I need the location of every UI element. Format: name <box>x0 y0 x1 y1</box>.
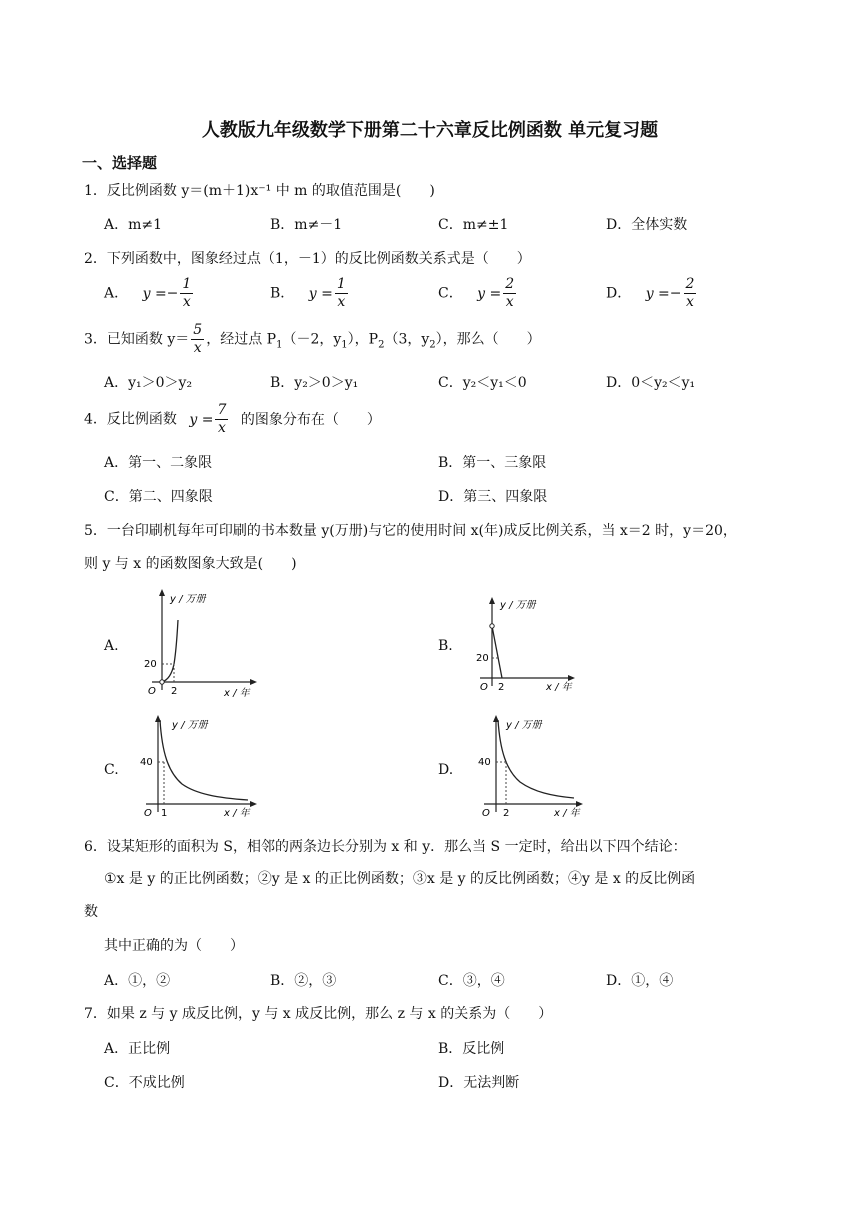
open-point <box>160 680 164 684</box>
numerator: 2 <box>505 276 515 292</box>
x-axis-label: x / 年 <box>224 688 250 699</box>
x-axis-arrow <box>250 679 257 685</box>
q4-option-a: A．第一、二象限 <box>104 455 213 471</box>
q5-option-d-label: D. <box>438 762 454 778</box>
q2-option-a-label: A． <box>104 285 129 302</box>
q2-option-d-fraction <box>684 276 697 311</box>
q2-option-d-lhs: y = <box>645 285 670 302</box>
q6-conclusions: ①x 是 y 的正比例函数；②y 是 x 的正比例函数；③x 是 y 的反比例函数；④y 是 x 的反比例函 <box>104 871 696 887</box>
q1-option-c: C．m≠±1 <box>438 217 509 233</box>
q1-stem: 1．反比例函数 y＝(m＋1)x⁻¹ 中 m 的取值范围是( ) <box>84 183 435 199</box>
q4-option-c: C．第二、四象限 <box>104 489 213 505</box>
q2-option-a-fraction <box>180 276 193 311</box>
q3-fraction <box>191 322 204 357</box>
q3-p2-sub: 2 <box>378 339 385 351</box>
curve <box>162 620 178 682</box>
origin-label: O <box>148 686 156 697</box>
denominator: x <box>193 340 202 356</box>
q2-option-b-label: B． <box>270 285 295 302</box>
x-axis-label: x / 年 <box>224 808 250 819</box>
y-tick: 40 <box>140 757 153 768</box>
q7-option-a: A．正比例 <box>104 1041 171 1057</box>
graph-d <box>466 712 586 822</box>
q2-option-d-sign: − <box>669 285 682 302</box>
q2-option-c-lhs: y = <box>477 285 502 302</box>
q2-option-b-fraction <box>335 276 348 311</box>
q2-stem: 2．下列函数中，图象经过点（1，－1）的反比例函数关系式是（ ） <box>84 251 531 267</box>
hyperbola-curve <box>160 720 248 800</box>
section-heading: 一、选择题 <box>82 154 158 172</box>
q6-option-c: C．③，④ <box>438 973 505 989</box>
q3-stem-text: （3，y <box>384 331 430 348</box>
q2-option-a <box>104 276 195 311</box>
numerator: 1 <box>182 276 192 292</box>
line-segment <box>492 626 502 678</box>
q5-option-a-label: A. <box>104 638 119 654</box>
q3-option-c: C．y₂＜y₁＜0 <box>438 375 527 391</box>
q5-option-c-label: C. <box>104 762 119 778</box>
hyperbola-curve <box>498 720 574 798</box>
q3-stem-text: ，经过点 P <box>206 331 277 348</box>
y-axis-label: y / 万册 <box>170 594 206 605</box>
y-axis-label: y / 万册 <box>506 720 542 731</box>
q5-stem-line1: 5．一台印刷机每年可印刷的书本数量 y(万册)与它的使用时间 x(年)成反比例关系，当 x＝2 时，y＝20， <box>84 523 737 539</box>
origin-label: O <box>482 808 490 819</box>
x-tick: 2 <box>498 682 505 693</box>
q6-option-b: B．②，③ <box>270 973 337 989</box>
numerator: 2 <box>685 276 695 292</box>
q3-option-b: B．y₂＞0＞y₁ <box>270 375 359 391</box>
q4-lhs: y = <box>189 411 214 428</box>
q7-stem: 7．如果 z 与 y 成反比例，y 与 x 成反比例，那么 z 与 x 的关系为（ ） <box>84 1006 553 1022</box>
q3-stem-text: ），P <box>347 331 379 348</box>
x-axis-arrow <box>250 801 257 807</box>
q3-stem-text: ），那么（ ） <box>435 331 541 348</box>
q3-stem-prefix: 3．已知函数 y＝ <box>84 331 190 348</box>
q3-stem <box>84 322 541 357</box>
q2-option-d <box>606 276 698 311</box>
graph-a <box>130 586 260 702</box>
y-axis-arrow <box>489 597 495 604</box>
y-tick: 20 <box>476 653 489 664</box>
numerator: 1 <box>336 276 346 292</box>
origin-label: O <box>480 682 488 693</box>
q2-option-d-label: D． <box>606 285 632 302</box>
y-axis-label: y / 万册 <box>500 600 536 611</box>
q1-option-a: A．m≠1 <box>104 217 163 233</box>
denominator: x <box>217 420 226 436</box>
document-title: 人教版九年级数学下册第二十六章反比例函数 单元复习题 <box>201 120 659 141</box>
numerator: 7 <box>217 402 227 418</box>
graph-c <box>132 712 260 822</box>
q3-p1-sub: 1 <box>276 339 283 351</box>
q1-option-d: D．全体实数 <box>606 217 688 233</box>
q4-fraction <box>215 402 228 437</box>
denominator: x <box>182 294 191 310</box>
q6-question: 其中正确的为（ ） <box>104 938 244 954</box>
q7-option-d: D．无法判断 <box>438 1075 520 1091</box>
q2-option-b <box>270 276 350 311</box>
denominator: x <box>337 294 346 310</box>
q1-option-b: B．m≠－1 <box>270 217 343 233</box>
numerator: 5 <box>193 322 203 338</box>
q3-option-d: D．0＜y₂＜y₁ <box>606 375 696 391</box>
y-tick: 40 <box>478 757 491 768</box>
q6-conclusions-wrap: 数 <box>84 904 98 920</box>
q5-stem-line2: 则 y 与 x 的函数图象大致是( ) <box>84 556 297 572</box>
q2-option-b-lhs: y = <box>308 285 333 302</box>
q3-y2-sub: 2 <box>429 339 436 351</box>
q7-option-c: C．不成比例 <box>104 1075 185 1091</box>
x-axis-arrow <box>568 675 575 681</box>
q4-option-b: B．第一、三象限 <box>438 455 547 471</box>
x-axis-arrow <box>576 801 583 807</box>
x-tick: 1 <box>161 808 168 819</box>
x-axis-label: x / 年 <box>546 682 572 693</box>
graph-b <box>466 594 578 696</box>
q7-option-b: B．反比例 <box>438 1041 505 1057</box>
q4-stem <box>84 402 381 437</box>
q4-option-d: D．第三、四象限 <box>438 489 548 505</box>
q2-option-c <box>438 276 518 311</box>
q2-option-c-fraction <box>503 276 516 311</box>
x-tick: 2 <box>503 808 510 819</box>
origin-label: O <box>144 808 152 819</box>
q3-option-a: A．y₁＞0＞y₂ <box>104 375 193 391</box>
q4-stem-suffix: 的图象分布在（ ） <box>240 411 381 428</box>
q6-stem: 6．设某矩形的面积为 S，相邻的两条边长分别为 x 和 y．那么当 S 一定时，给出以下四个结论： <box>84 839 687 855</box>
x-axis-label: x / 年 <box>554 808 580 819</box>
open-point <box>490 624 494 628</box>
y-tick: 20 <box>144 659 157 670</box>
q2-option-a-lhs: y = <box>142 285 167 302</box>
y-axis-arrow <box>159 589 165 596</box>
q2-option-a-sign: − <box>166 285 179 302</box>
q6-option-a: A．①，② <box>104 973 171 989</box>
q4-stem-prefix: 4．反比例函数 <box>84 411 177 428</box>
denominator: x <box>505 294 514 310</box>
q5-option-b-label: B. <box>438 638 453 654</box>
q2-option-c-label: C． <box>438 285 463 302</box>
q6-option-d: D．①，④ <box>606 973 674 989</box>
x-tick: 2 <box>171 686 178 697</box>
denominator: x <box>686 294 694 310</box>
y-axis-label: y / 万册 <box>172 720 208 731</box>
q3-y1-sub: 1 <box>341 339 348 351</box>
q3-stem-text: （－2，y <box>282 331 342 348</box>
